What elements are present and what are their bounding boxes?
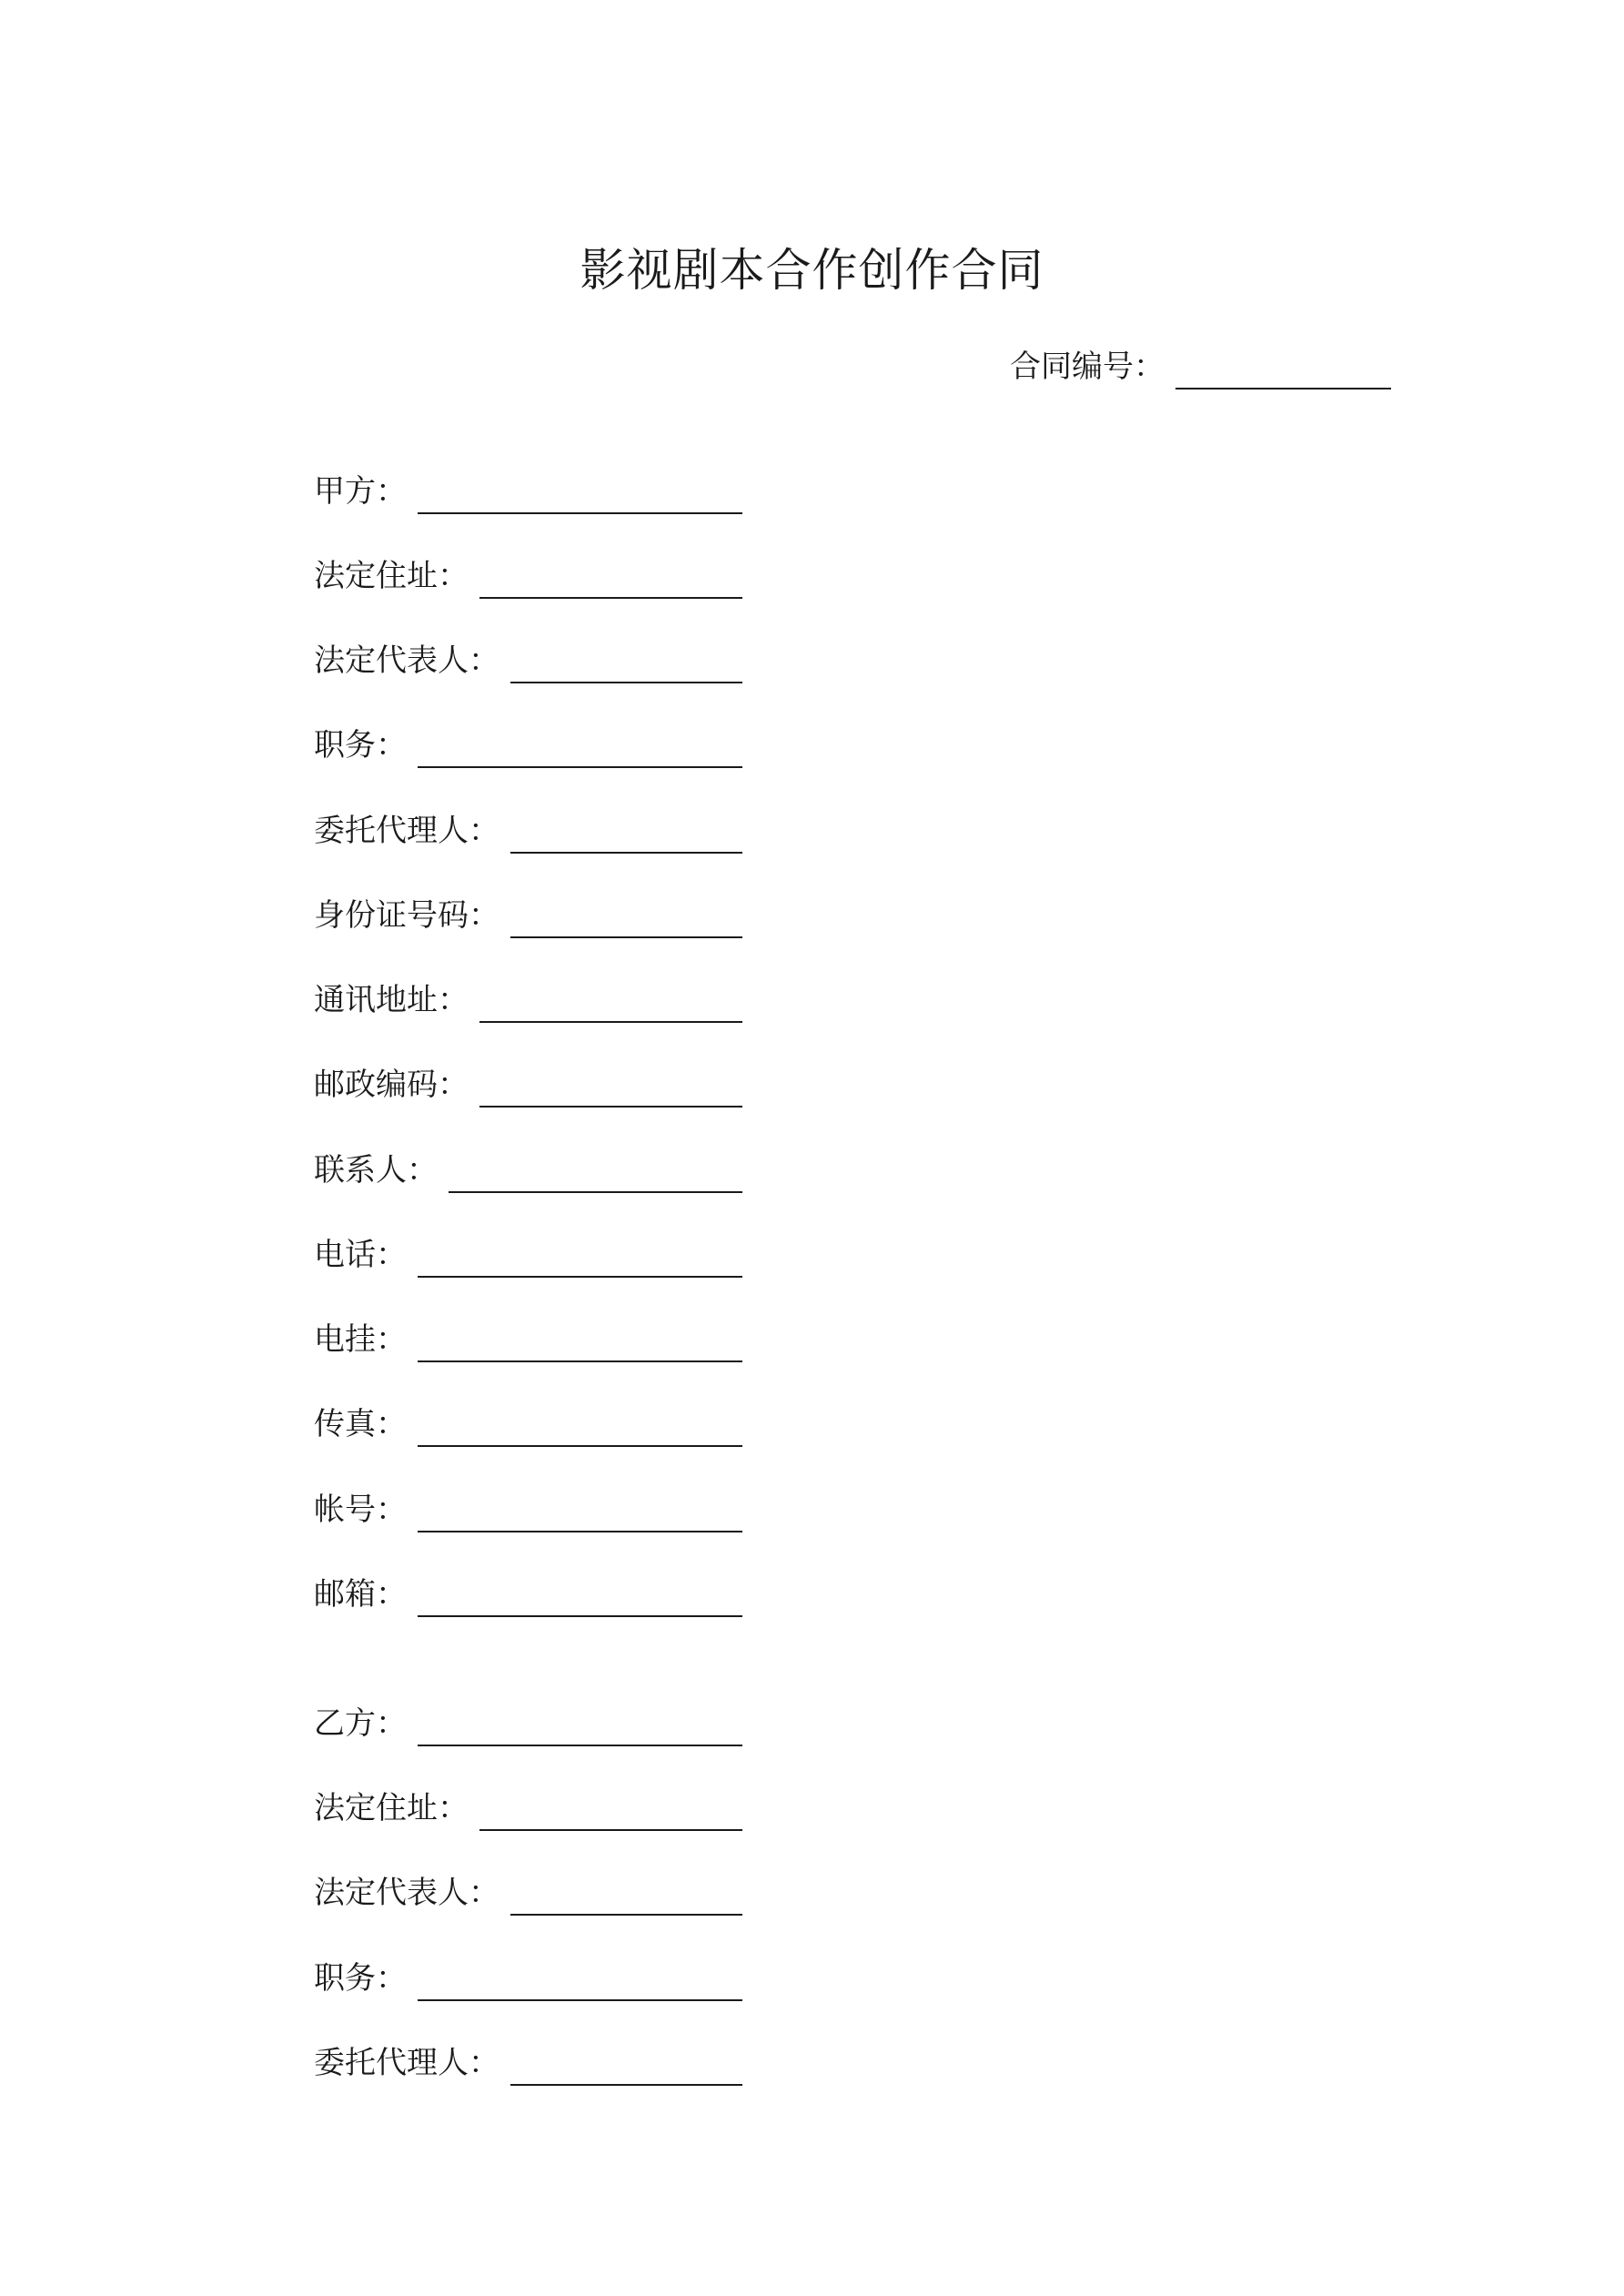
field-label: 职务： [314, 1960, 407, 1997]
party-a-position-field [314, 723, 742, 768]
party-a-phone-field [314, 1232, 742, 1278]
party-b-agent-field [314, 2040, 742, 2086]
party-a-agent-blank[interactable] [510, 812, 742, 854]
document-title: 影视剧本合作创作合同 [580, 244, 1044, 297]
field-label: 法定住址： [314, 1790, 469, 1826]
party-a-postal-code-field [314, 1062, 742, 1108]
party-b-legal-rep-blank[interactable] [510, 1874, 742, 1916]
party-b-name-blank[interactable] [418, 1704, 742, 1746]
field-label: 联系人： [314, 1152, 438, 1188]
field-label: 委托代理人： [314, 813, 499, 849]
party-a-email-blank[interactable] [418, 1575, 742, 1617]
party-a-contact-blank[interactable] [449, 1151, 742, 1193]
field-label: 法定代表人： [314, 642, 499, 679]
party-a-fax-field [314, 1401, 742, 1447]
field-label: 邮箱： [314, 1576, 407, 1613]
party-a-cable-field [314, 1317, 742, 1362]
field-label: 身份证号码： [314, 897, 499, 934]
field-label: 邮政编码： [314, 1067, 469, 1103]
field-label: 电话： [314, 1237, 407, 1273]
party-a-mailing-address-blank[interactable] [479, 981, 742, 1023]
party-a-contact-field [314, 1148, 742, 1193]
party-a-postal-code-blank[interactable] [479, 1066, 742, 1108]
party-a-name-field [314, 469, 742, 514]
field-label: 甲方： [314, 473, 407, 510]
party-b-position-field [314, 1956, 742, 2001]
party-a-name-blank[interactable] [418, 472, 742, 514]
party-b-address-blank[interactable] [479, 1789, 742, 1831]
field-label: 乙方： [314, 1705, 407, 1742]
party-b-address-field [314, 1785, 742, 1831]
field-label: 传真： [314, 1406, 407, 1442]
party-a-id-number-blank[interactable] [510, 896, 742, 938]
party-a-account-blank[interactable] [418, 1491, 742, 1532]
contract-number-blank[interactable] [1175, 348, 1391, 389]
party-a-cable-blank[interactable] [418, 1320, 742, 1362]
party-a-legal-rep-blank[interactable] [510, 642, 742, 683]
party-a-legal-rep-field [314, 638, 742, 683]
field-label: 法定住址： [314, 558, 469, 594]
party-a-mailing-address-field [314, 977, 742, 1023]
party-a-id-number-field [314, 893, 742, 938]
party-a-fax-blank[interactable] [418, 1405, 742, 1447]
contract-number-label: 合同编号： [1010, 349, 1165, 385]
party-a-email-field [314, 1572, 742, 1617]
party-a-position-blank[interactable] [418, 726, 742, 768]
party-b-position-blank[interactable] [418, 1959, 742, 2001]
field-label: 委托代理人： [314, 2045, 499, 2081]
party-a-account-field [314, 1487, 742, 1532]
party-a-agent-field [314, 808, 742, 854]
party-b-agent-blank[interactable] [510, 2044, 742, 2086]
party-a-phone-blank[interactable] [418, 1236, 742, 1278]
field-label: 帐号： [314, 1492, 407, 1528]
field-label: 法定代表人： [314, 1875, 499, 1911]
party-a-address-field [314, 553, 742, 599]
field-label: 职务： [314, 727, 407, 764]
party-a-address-blank[interactable] [479, 557, 742, 599]
party-b-name-field [314, 1701, 742, 1746]
contract-number-field [1010, 344, 1391, 389]
field-label: 通讯地址： [314, 982, 469, 1018]
party-b-legal-rep-field [314, 1870, 742, 1916]
field-label: 电挂： [314, 1321, 407, 1358]
